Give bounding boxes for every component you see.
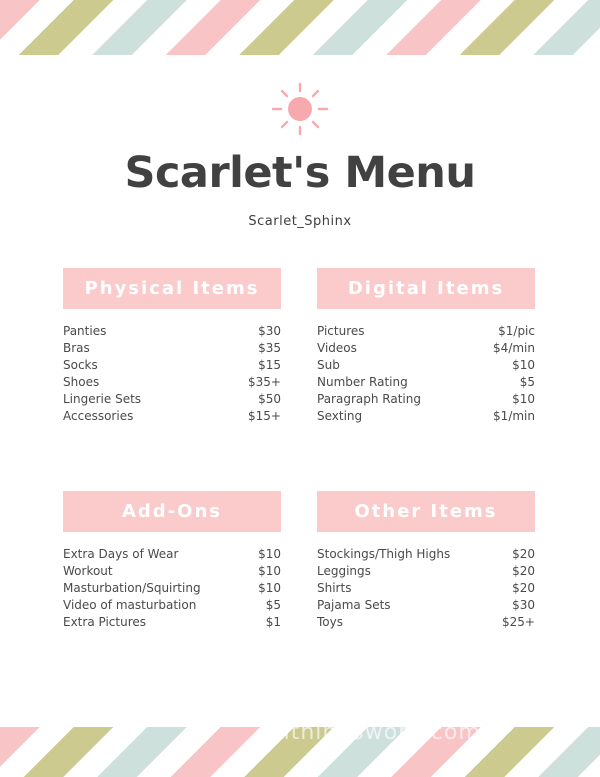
item-name: Paragraph Rating	[317, 392, 421, 406]
item-price: $5	[519, 375, 535, 389]
item-name: Toys	[317, 615, 343, 629]
item-price: $1/pic	[498, 324, 535, 338]
list-item	[317, 614, 535, 631]
section-heading: Other Items	[317, 491, 535, 532]
list-item	[317, 580, 535, 597]
item-name: Masturbation/Squirting	[63, 581, 201, 595]
list-item	[317, 408, 535, 425]
item-price: $10	[258, 581, 281, 595]
item-name: Videos	[317, 341, 357, 355]
item-name: Shoes	[63, 375, 100, 389]
item-price: $35+	[248, 375, 281, 389]
list-item	[317, 323, 535, 340]
item-name: Panties	[63, 324, 107, 338]
item-name: Leggings	[317, 564, 371, 578]
item-name: Stockings/Thigh Highs	[317, 547, 451, 561]
list-item	[63, 408, 281, 425]
list-item	[63, 614, 281, 631]
list-item	[63, 563, 281, 580]
item-name: Bras	[63, 341, 90, 355]
item-name: Sub	[317, 358, 340, 372]
list-item	[63, 546, 281, 563]
item-price: $1	[265, 615, 281, 629]
list-item	[317, 563, 535, 580]
item-name: Shirts	[317, 581, 352, 595]
item-price: $4/min	[493, 341, 535, 355]
list-item	[317, 391, 535, 408]
item-price: $1/min	[493, 409, 535, 423]
item-price: $20	[512, 564, 535, 578]
item-name: Lingerie Sets	[63, 392, 142, 406]
list-item	[63, 340, 281, 357]
top-stripe-border	[0, 0, 600, 55]
item-price: $20	[512, 547, 535, 561]
item-price: $30	[512, 598, 535, 612]
item-name: Accessories	[63, 409, 134, 423]
item-name: Number Rating	[317, 375, 408, 389]
page-title: Scarlet's Menu	[124, 148, 476, 198]
list-item	[63, 580, 281, 597]
page-subtitle: Scarlet_Sphinx	[248, 214, 352, 229]
item-price: $5	[265, 598, 281, 612]
section-other-items	[317, 491, 535, 631]
item-name: Sexting	[317, 409, 363, 423]
item-price: $15+	[248, 409, 281, 423]
list-item	[63, 597, 281, 614]
item-name: Workout	[63, 564, 113, 578]
item-price: $10	[512, 358, 535, 372]
list-item	[317, 340, 535, 357]
item-price: $15	[258, 358, 281, 372]
sun-icon	[270, 82, 330, 136]
item-name: Extra Pictures	[63, 615, 147, 629]
item-price: $10	[258, 547, 281, 561]
item-name: Pictures	[317, 324, 365, 338]
section-heading: Physical Items	[63, 268, 281, 309]
section-digital-items	[317, 268, 535, 425]
section-physical-items	[63, 268, 281, 425]
list-item	[317, 597, 535, 614]
list-item	[63, 323, 281, 340]
item-name: Video of masturbation	[63, 598, 197, 612]
item-name: Extra Days of Wear	[63, 547, 179, 561]
item-price: $20	[512, 581, 535, 595]
section-add-ons	[63, 491, 281, 631]
watermark: allthingsworn.com	[262, 720, 481, 745]
item-price: $10	[258, 564, 281, 578]
item-price: $10	[512, 392, 535, 406]
list-item	[317, 374, 535, 391]
list-item	[317, 546, 535, 563]
section-heading: Add-Ons	[63, 491, 281, 532]
item-name: Pajama Sets	[317, 598, 391, 612]
section-heading: Digital Items	[317, 268, 535, 309]
item-price: $25+	[502, 615, 535, 629]
item-price: $50	[258, 392, 281, 406]
item-price: $35	[258, 341, 281, 355]
list-item	[63, 357, 281, 374]
item-price: $30	[258, 324, 281, 338]
list-item	[63, 391, 281, 408]
list-item	[317, 357, 535, 374]
item-name: Socks	[63, 358, 98, 372]
list-item	[63, 374, 281, 391]
